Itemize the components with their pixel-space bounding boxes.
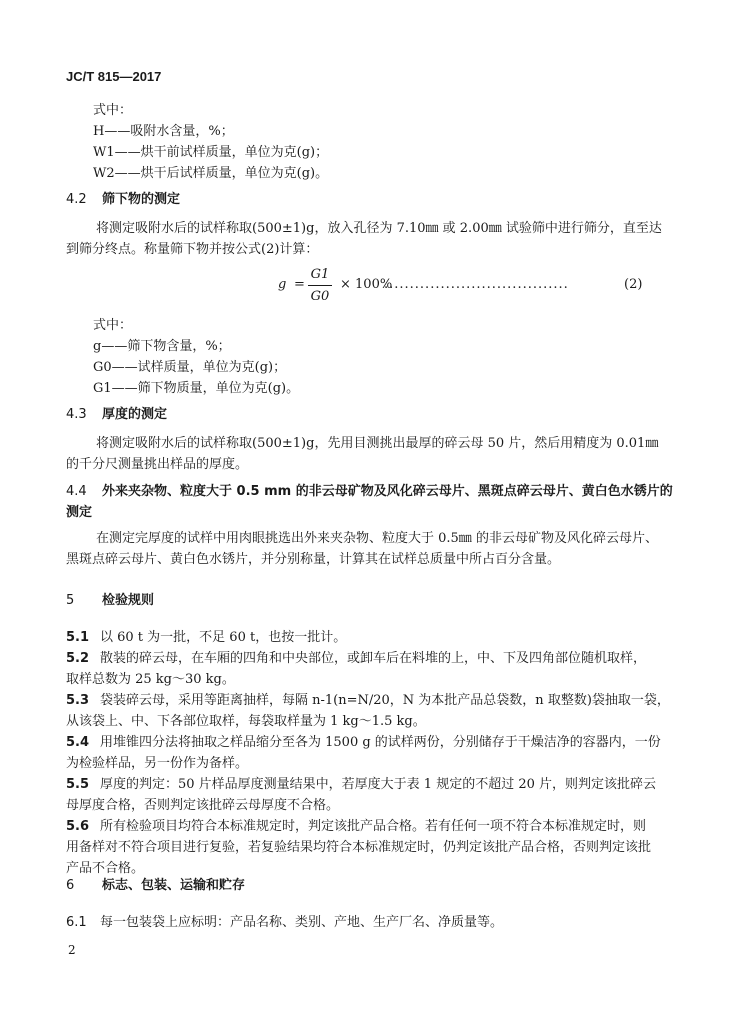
clause-number: 5.1 bbox=[66, 630, 90, 645]
clause-text: 用堆锥四分法将抽取之样品缩分至各为 1500 g 的试样两份，分别储存于干燥洁净的容器内，一份 bbox=[100, 735, 661, 750]
section-title: 厚度的测定 bbox=[102, 407, 168, 422]
clause-text: 袋装碎云母，采用等距离抽样，每隔 n-1(n=N/20，N 为本批产品总袋数，n 取整数)袋抽取一袋， bbox=[100, 693, 670, 708]
section-title: 筛下物的测定 bbox=[102, 192, 181, 207]
section-6-heading bbox=[66, 875, 245, 896]
formula-leader-dots: .................................... bbox=[384, 277, 569, 292]
clause-5-5 bbox=[66, 774, 662, 795]
clause-text: 所有检验项目均符合本标准规定时，判定该批产品合格。若有任何一项不符合本标准规定时，则 bbox=[100, 819, 647, 834]
clause-number: 5.3 bbox=[66, 693, 90, 708]
formula-2 bbox=[272, 262, 662, 312]
definition-g1: G1——筛下物质量，单位为克(g)。 bbox=[93, 381, 300, 396]
definition-w2: W2——烘干后试样质量，单位为克(g)。 bbox=[93, 166, 329, 181]
clause-text-continued: 取样总数为 25 kg～30 kg。 bbox=[66, 672, 235, 687]
section-number: 6 bbox=[66, 878, 75, 893]
section-title-continued: 测定 bbox=[66, 505, 93, 520]
section-title: 标志、包装、运输和贮存 bbox=[102, 878, 246, 893]
paragraph-line: 的千分尺测量挑出样品的厚度。 bbox=[66, 457, 249, 472]
clause-5-3 bbox=[66, 690, 670, 711]
section-4-2-heading bbox=[66, 189, 180, 210]
formula-rhs: × 100% bbox=[340, 277, 393, 292]
paragraph-line: 在测定完厚度的试样中用肉眼挑选出外来夹杂物、粒度大于 0.5㎜ 的非云母矿物及风化碎云母片、 bbox=[96, 531, 658, 546]
definition-g0: G0——试样质量，单位为克(g)； bbox=[93, 360, 287, 375]
section-4-3-heading bbox=[66, 404, 167, 425]
clause-5-4 bbox=[66, 732, 662, 753]
clause-text: 以 60 t 为一批，不足 60 t，也按一批计。 bbox=[100, 630, 347, 645]
where-label: 式中： bbox=[93, 318, 133, 333]
paragraph-line: 将测定吸附水后的试样称取(500±1)g，先用目测挑出最厚的碎云母 50 片，然后用精度为 0.01㎜ bbox=[96, 436, 659, 451]
where-label: 式中： bbox=[93, 103, 133, 118]
clause-6-1 bbox=[66, 912, 662, 933]
document-code: JC/T 815—2017 bbox=[66, 69, 162, 84]
clause-text-continued: 用备样对不符合项目进行复验，若复验结果均符合本标准规定时，仍判定该批产品合格，否则判定该批 bbox=[66, 840, 652, 855]
formula-number: (2) bbox=[624, 277, 643, 292]
clause-number: 5.2 bbox=[66, 651, 90, 666]
section-number: 5 bbox=[66, 593, 75, 608]
formula-equals: = bbox=[294, 277, 305, 292]
clause-text-continued: 产品不合格。 bbox=[66, 861, 145, 876]
definition-w1: W1——烘干前试样质量，单位为克(g)； bbox=[93, 145, 329, 160]
clause-text-continued: 母厚度合格，否则判定该批碎云母厚度不合格。 bbox=[66, 798, 340, 813]
paragraph-line: 黑斑点碎云母片、黄白色水锈片，并分别称量，计算其在试样总质量中所占百分含量。 bbox=[66, 552, 561, 567]
section-title: 外来夹杂物、粒度大于 0.5 mm 的非云母矿物及风化碎云母片、黑斑点碎云母片、黄白色水锈片的 bbox=[102, 484, 673, 499]
page-number: 2 bbox=[68, 943, 76, 957]
clause-number: 5.5 bbox=[66, 777, 90, 792]
definition-g: g——筛下物含量，%； bbox=[93, 339, 231, 354]
paragraph-line: 将测定吸附水后的试样称取(500±1)g，放入孔径为 7.10㎜ 或 2.00㎜ 试验筛中进行筛分，直至达 bbox=[96, 221, 662, 236]
section-number: 4.2 bbox=[66, 192, 87, 207]
fraction-denominator: G0 bbox=[310, 289, 330, 304]
section-4-4-heading-cont bbox=[66, 502, 92, 523]
section-5-heading bbox=[66, 590, 154, 611]
paragraph-line: 到筛分终点。称量筛下物并按公式(2)计算： bbox=[66, 242, 319, 257]
formula-lhs: g bbox=[278, 277, 287, 292]
clause-text: 厚度的判定：50 片样品厚度测量结果中，若厚度大于表 1 规定的不超过 20 片，则判定该批碎云 bbox=[100, 777, 657, 792]
clause-5-2 bbox=[66, 648, 662, 669]
clause-number: 5.6 bbox=[66, 819, 90, 834]
clause-text: 每一包装袋上应标明：产品名称、类别、产地、生产厂名、净质量等。 bbox=[100, 915, 504, 930]
clause-text-continued: 为检验样品，另一份作为备样。 bbox=[66, 756, 249, 771]
section-number: 4.4 bbox=[66, 484, 87, 499]
clause-5-6 bbox=[66, 816, 662, 837]
clause-text: 散装的碎云母，在车厢的四角和中央部位，或卸车后在料堆的上，中、下及四角部位随机取样， bbox=[100, 651, 647, 666]
definition-h: H——吸附水含量，%； bbox=[93, 124, 234, 139]
section-title: 检验规则 bbox=[102, 593, 155, 608]
section-number: 4.3 bbox=[66, 407, 87, 422]
section-4-4-heading bbox=[66, 481, 673, 502]
clause-5-1 bbox=[66, 627, 662, 648]
clause-text-continued: 从该袋上、中、下各部位取样，每袋取样量为 1 kg～1.5 kg。 bbox=[66, 714, 426, 729]
clause-number: 6.1 bbox=[66, 915, 87, 930]
fraction-numerator: G1 bbox=[310, 267, 330, 282]
clause-number: 5.4 bbox=[66, 735, 90, 750]
